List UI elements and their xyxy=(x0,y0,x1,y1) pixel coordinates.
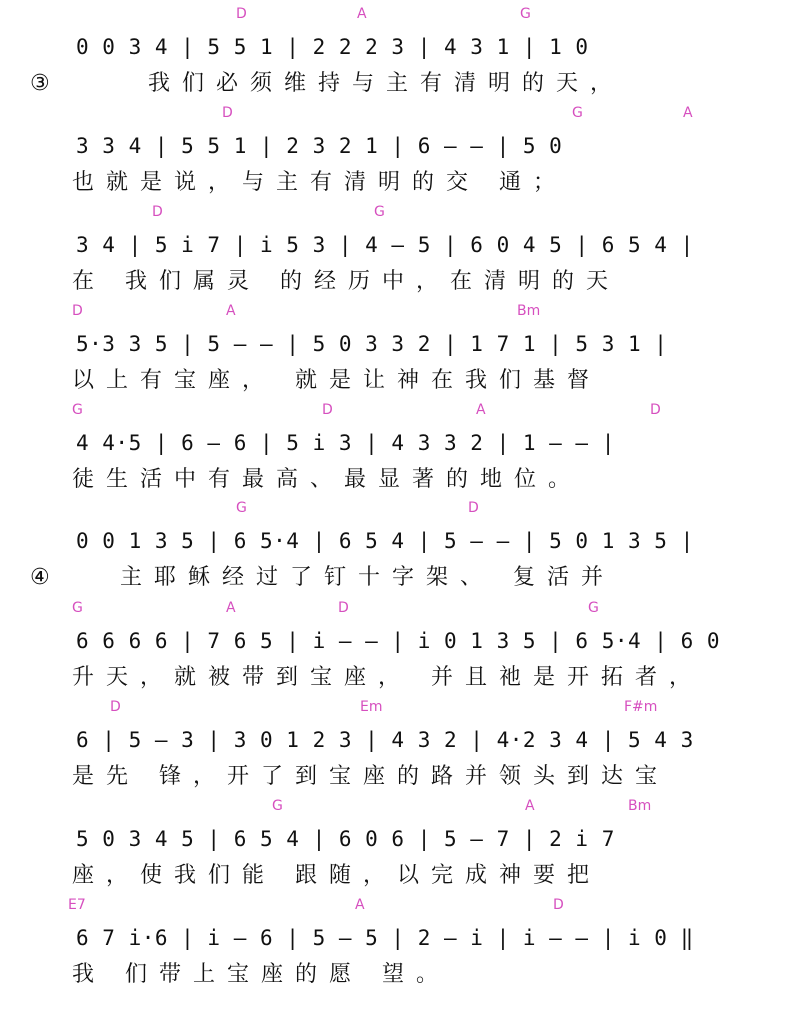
chord-line xyxy=(0,303,801,325)
jianpu-notes: 6 7 i·6 | i – 6 | 5 – 5 | 2 – i | i – – | i 0 ‖ xyxy=(76,926,694,950)
chord-line xyxy=(0,204,801,226)
chord-line xyxy=(0,6,801,28)
jianpu-notes: 6 | 5 – 3 | 3 0 1 2 3 | 4 3 2 | 4·2 3 4 | 5 4 3 xyxy=(76,728,694,752)
lyrics-line: 徒生活中有最高、最显著的地位。 xyxy=(72,467,583,492)
chord-symbol: A xyxy=(226,303,236,319)
chord-symbol: D xyxy=(236,6,247,22)
chord-symbol: A xyxy=(226,600,236,616)
chord-symbol: D xyxy=(553,897,564,913)
chord-symbol: G xyxy=(72,600,83,616)
chord-symbol: D xyxy=(110,699,121,715)
jianpu-notes: 0 0 3 4 | 5 5 1 | 2 2 2 3 | 4 3 1 | 1 0 xyxy=(76,35,589,59)
chord-symbol: G xyxy=(236,500,247,516)
chord-symbol: G xyxy=(520,6,531,22)
chord-symbol: Em xyxy=(360,699,383,715)
chord-symbol: D xyxy=(650,402,661,418)
lyrics-line: 座，使我们能 跟随，以完成神要把 xyxy=(72,863,601,888)
chord-symbol: D xyxy=(322,402,333,418)
jianpu-notes: 0 0 1 3 5 | 6 5·4 | 6 5 4 | 5 – – | 5 0 1 3 5 | xyxy=(76,529,694,553)
verse-number: ③ xyxy=(30,71,50,96)
chord-line xyxy=(0,105,801,127)
lyrics-line: 以上有宝座， 就是让神在我们基督 xyxy=(72,368,601,393)
jianpu-notes: 3 4 | 5 i 7 | i 5 3 | 4 – 5 | 6 0 4 5 | 6 5 4 | xyxy=(76,233,694,257)
chord-line xyxy=(0,897,801,919)
chord-symbol: G xyxy=(572,105,583,121)
score-row xyxy=(0,798,801,897)
jianpu-notes: 5 0 3 4 5 | 6 5 4 | 6 0 6 | 5 – 7 | 2 i 7 xyxy=(76,827,615,851)
verse-number: ④ xyxy=(30,565,50,590)
chord-line xyxy=(0,402,801,424)
chord-symbol: E7 xyxy=(68,897,86,913)
chord-symbol: A xyxy=(355,897,365,913)
chord-symbol: G xyxy=(272,798,283,814)
chord-symbol: F#m xyxy=(624,699,658,715)
score-row xyxy=(0,303,801,402)
chord-line xyxy=(0,600,801,622)
lyrics-line: 也就是说，与主有清明的交 通； xyxy=(72,170,567,195)
chord-symbol: A xyxy=(525,798,535,814)
jianpu-notes: 4 4·5 | 6 – 6 | 5 i 3 | 4 3 3 2 | 1 – – | xyxy=(76,431,615,455)
chord-symbol: G xyxy=(588,600,599,616)
chord-symbol: D xyxy=(338,600,349,616)
chord-symbol: G xyxy=(72,402,83,418)
lyrics-line: 主耶稣经过了钉十字架、 复活并 xyxy=(120,565,615,590)
score-row xyxy=(0,600,801,699)
jianpu-notes: 6 6 6 6 | 7 6 5 | i – – | i 0 1 3 5 | 6 5·4 | 6 0 xyxy=(76,629,721,653)
score-row xyxy=(0,897,801,996)
score-row xyxy=(0,699,801,798)
score-row xyxy=(0,105,801,204)
score-row xyxy=(0,500,801,599)
chord-symbol: D xyxy=(72,303,83,319)
chord-symbol: Bm xyxy=(628,798,652,814)
lyrics-line: 我们必须维持与主有清明的天， xyxy=(148,71,625,96)
chord-symbol: A xyxy=(476,402,486,418)
chord-symbol: G xyxy=(374,204,385,220)
chord-line xyxy=(0,500,801,522)
lyrics-line: 在 我们属灵 的经历中，在清明的天 xyxy=(72,269,620,294)
chord-line xyxy=(0,699,801,721)
chord-symbol: D xyxy=(468,500,479,516)
chord-symbol: D xyxy=(152,204,163,220)
lyrics-line: 我 们带上宝座的愿 望。 xyxy=(72,962,450,987)
lyrics-line: 是先 锋，开了到宝座的路并领头到达宝 xyxy=(72,764,669,789)
score-row xyxy=(0,204,801,303)
jianpu-notes: 5·3 3 5 | 5 – – | 5 0 3 3 2 | 1 7 1 | 5 3 1 | xyxy=(76,332,668,356)
jianpu-notes: 3 3 4 | 5 5 1 | 2 3 2 1 | 6 – – | 5 0 xyxy=(76,134,563,158)
score-row xyxy=(0,402,801,501)
lyrics-line: 升天，就被带到宝座， 并且祂是开拓者， xyxy=(72,665,703,690)
chord-symbol: A xyxy=(683,105,693,121)
score-row xyxy=(0,6,801,105)
chord-symbol: A xyxy=(357,6,367,22)
chord-symbol: D xyxy=(222,105,233,121)
chord-symbol: Bm xyxy=(517,303,541,319)
chord-line xyxy=(0,798,801,820)
